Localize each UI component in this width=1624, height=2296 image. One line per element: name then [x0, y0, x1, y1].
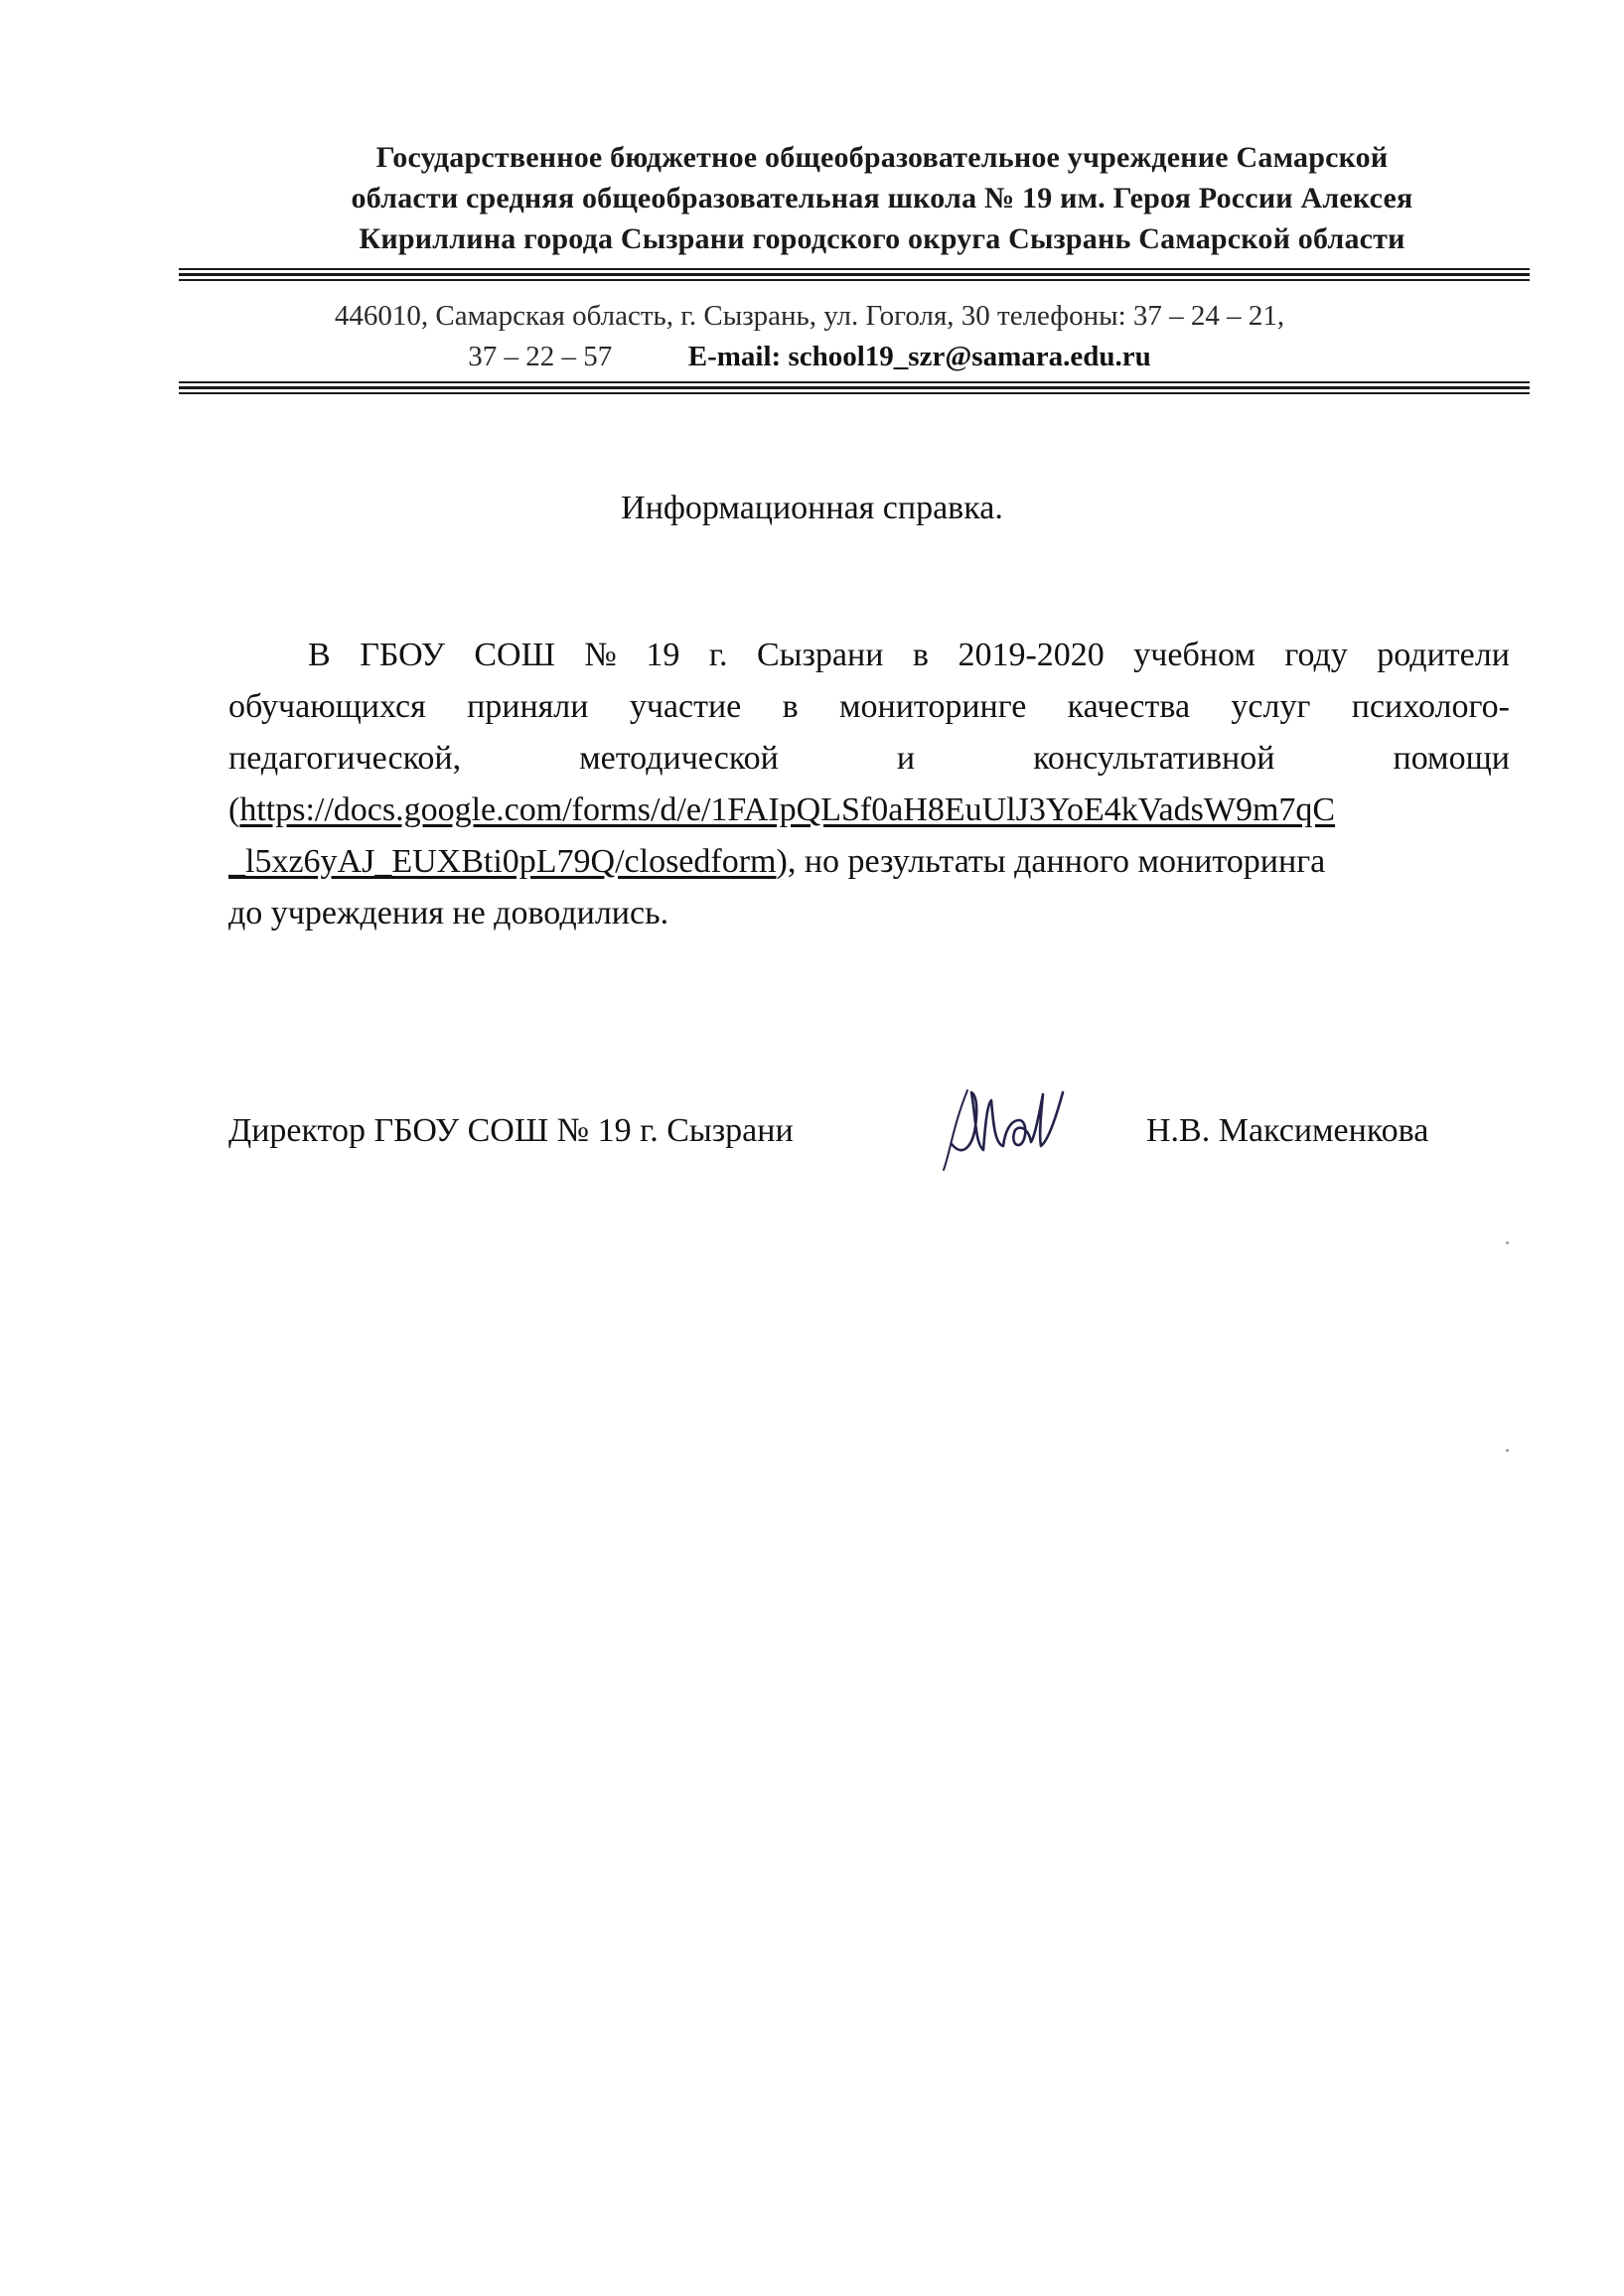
scan-speck: [1506, 1449, 1509, 1452]
body-line: [228, 630, 1510, 681]
survey-link[interactable]: https://docs.google.com/forms/d/e/1FAIpQLSf0aH8EuUlJ3YoE4kVadsW9m7qC: [239, 791, 1336, 828]
survey-link-continued[interactable]: _l5xz6yAJ_EUXBti0pL79Q/closedform: [228, 843, 777, 880]
document-title: Информационная справка.: [621, 490, 1003, 526]
letterhead-line: области средняя общеобразовательная школа № 19 им. Героя России Алексея: [351, 182, 1413, 215]
body-word: году: [1284, 637, 1348, 673]
body-word: консультативной: [1033, 740, 1275, 777]
body-word: в: [782, 688, 799, 725]
letterhead: [276, 137, 1488, 259]
body-word: учебном: [1133, 637, 1255, 673]
body-line: _l5xz6yAJ_EUXBti0pL79Q/closedform), но результаты данного мониторинга: [228, 843, 1326, 880]
body-word: 2019-2020: [958, 637, 1105, 673]
body-word: обучающихся: [228, 688, 426, 725]
body-word: приняли: [467, 688, 589, 725]
letterhead-divider-top: [179, 268, 1530, 284]
handwritten-signature: [924, 1065, 1132, 1192]
address-block: [199, 296, 1420, 377]
address-line: 446010, Самарская область, г. Сызрань, ул. Гоголя, 30 телефоны: 37 – 24 – 21,: [334, 300, 1285, 332]
signer-position: Директор ГБОУ СОШ № 19 г. Сызрани: [228, 1112, 794, 1149]
scan-speck: [1506, 1241, 1509, 1244]
body-word: г.: [708, 637, 728, 673]
body-word: педагогической,: [228, 740, 462, 777]
letterhead-line: Кириллина города Сызрани городского округа Сызрань Самарской области: [359, 222, 1405, 255]
body-word: ГБОУ: [360, 637, 445, 673]
body-word: и: [896, 740, 916, 777]
body-word: В: [308, 637, 331, 673]
email-address[interactable]: E-mail: school19_szr@samara.edu.ru: [687, 341, 1151, 372]
body-word: качества: [1067, 688, 1191, 725]
body-word: 19: [646, 637, 680, 673]
body-word: мониторинге: [839, 688, 1027, 725]
body-word: помощи: [1393, 740, 1510, 777]
letterhead-line: Государственное бюджетное общеобразовательное учреждение Самарской: [375, 141, 1389, 174]
body-word: участие: [629, 688, 742, 725]
signature-block: [228, 1104, 1520, 1184]
body-line: [228, 733, 1510, 785]
body-word: родители: [1377, 637, 1510, 673]
body-line: [228, 681, 1510, 733]
body-word: услуг: [1231, 688, 1311, 725]
body-word: Сызрани: [756, 637, 884, 673]
body-word: в: [912, 637, 929, 673]
signer-name: Н.В. Максименкова: [1146, 1112, 1429, 1149]
body-word: методической: [579, 740, 779, 777]
body-line: (https://docs.google.com/forms/d/e/1FAIpQLSf0aH8EuUlJ3YoE4kVadsW9m7qC: [228, 791, 1336, 828]
body-line: до учреждения не доводились.: [228, 895, 669, 932]
letterhead-divider-bottom: [179, 381, 1530, 397]
body-word: №: [584, 637, 617, 673]
document-body: [228, 630, 1510, 939]
phone-number: 37 – 22 – 57: [468, 341, 613, 372]
body-word: СОШ: [474, 637, 555, 673]
body-word: психолого-: [1351, 688, 1510, 725]
